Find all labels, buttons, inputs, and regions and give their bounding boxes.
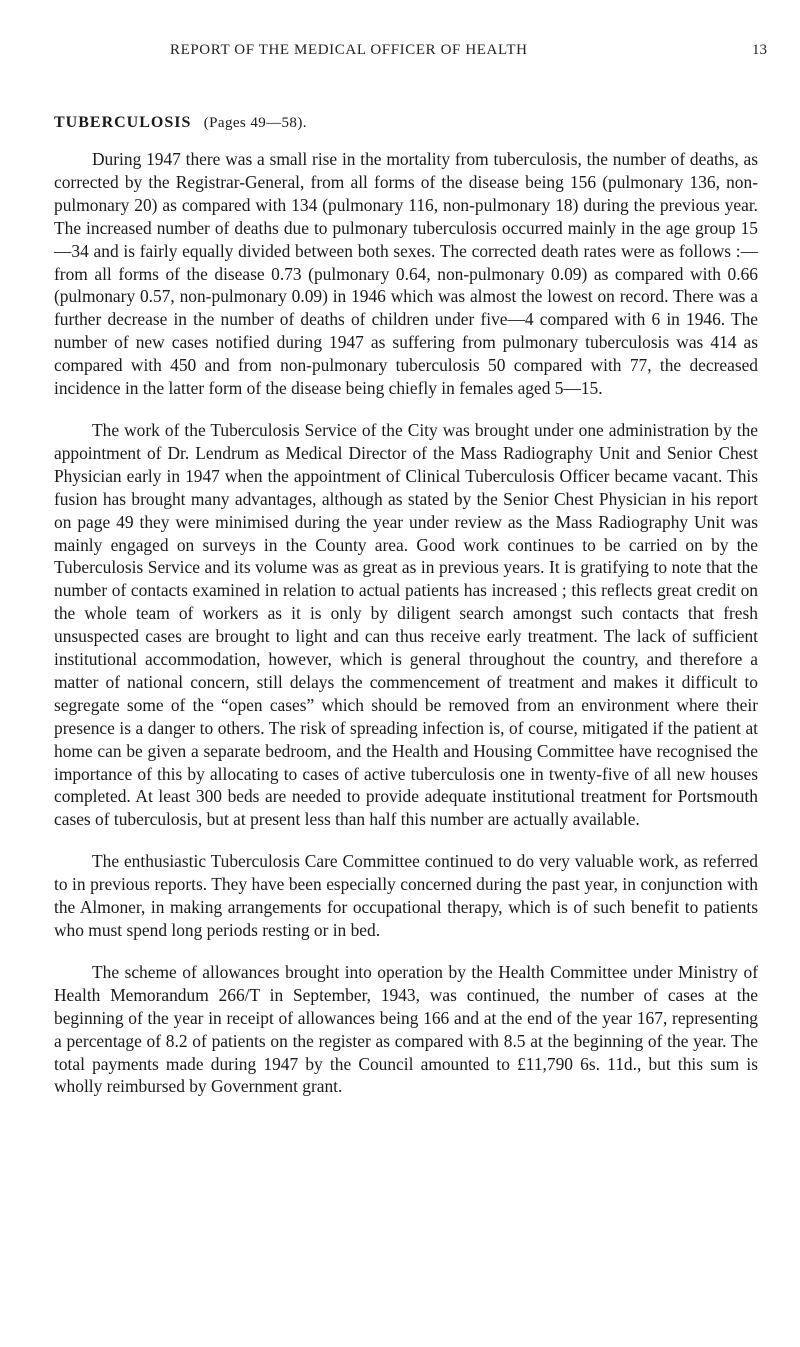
page-number: 13 [752, 42, 767, 58]
paragraph-allowances-scheme: The scheme of allowances brought into operation by the Health Committee under Ministry of Health Memorandum 266/T in September, 1943, was continued, the number of cases at the beginning of the year in receipt of allowances being 166 and at the end of the year 167, representing a percentage of 8.2 of patients on the register as compared with 8.5 at the beginning of the year. The total payments made during 1947 by the Council amounted to £11,790 6s. 11d., but this sum is wholly reimbursed by Government grant. [54, 961, 758, 1097]
section-title: TUBERCULOSIS [54, 114, 192, 131]
page-body [54, 114, 758, 1117]
section-heading [54, 114, 758, 132]
paragraph-mortality: During 1947 there was a small rise in the mortality from tuberculosis, the number of deaths, as corrected by the Registrar-General, from all forms of the disease being 156 (pulmonary 136, non-pulmonary 20) as compared with 134 (pulmonary 116, non-pulmonary 18) during the previous year. The increased number of deaths due to pulmonary tuberculosis occurred mainly in the age group 15—34 and is fairly equally divided between both sexes. The corrected death rates were as follows :—from all forms of the disease 0.73 (pulmonary 0.64, non-pulmonary 0.09) as compared with 0.66 (pulmonary 0.57, non-pulmonary 0.09) in 1946 which was almost the lowest on record. There was a further decrease in the number of deaths of children under five—4 compared with 6 in 1946. The number of new cases notified during 1947 as suffering from pulmonary tuberculosis was 414 as compared with 450 and from non-pulmonary tuberculosis 50 compared with 77, the decreased incidence in the latter form of the disease being chiefly in females aged 5—15. [54, 149, 758, 399]
section-pages-reference: (Pages 49—58). [203, 115, 307, 131]
paragraph-tuberculosis-service: The work of the Tuberculosis Service of the City was brought under one administration by the appointment of Dr. Lendrum as Medical Director of the Mass Radiography Unit and Senior Chest Physician early in 1947 when the appointment of Clinical Tuberculosis Officer became vacant. This fusion has brought many advantages, although as stated by the Senior Chest Physician in his report on page 49 they were minimised during the year under review as the Mass Radiography Unit was mainly engaged on surveys in the County area. Good work continues to be carried on by the Tuberculosis Service and its volume was as great as in previous years. It is gratifying to note that the number of contacts examined in relation to actual patients has increased ; this reflects great credit on the whole team of workers as it is only by diligent search amongst such contacts that fresh unsuspected cases are brought to light and can thus receive early treatment. The lack of sufficient institutional accommodation, however, which is general throughout the country, and therefore a matter of national concern, still delays the commencement of treatment and makes it difficult to segregate some of the “open cases” which should be removed from an environment where their presence is a danger to others. The risk of spreading infection is, of course, mitigated if the patient at home can be given a separate bedroom, and the Health and Housing Committee have recognised the importance of this by allocating to cases of active tuberculosis one in twenty-five of all new houses completed. At least 300 beds are needed to provide adequate institutional treatment for Portsmouth cases of tuberculosis, but at present less than half this number are actually available. [54, 419, 758, 830]
running-header-title: REPORT OF THE MEDICAL OFFICER OF HEALTH [170, 42, 528, 58]
paragraph-care-committee: The enthusiastic Tuberculosis Care Committee continued to do very valuable work, as referred to in previous reports. They have been especially concerned during the past year, in conjunction with the Almoner, in making arrangements for occupational therapy, which is of such benefit to patients who must spend long periods resting or in bed. [54, 851, 758, 940]
